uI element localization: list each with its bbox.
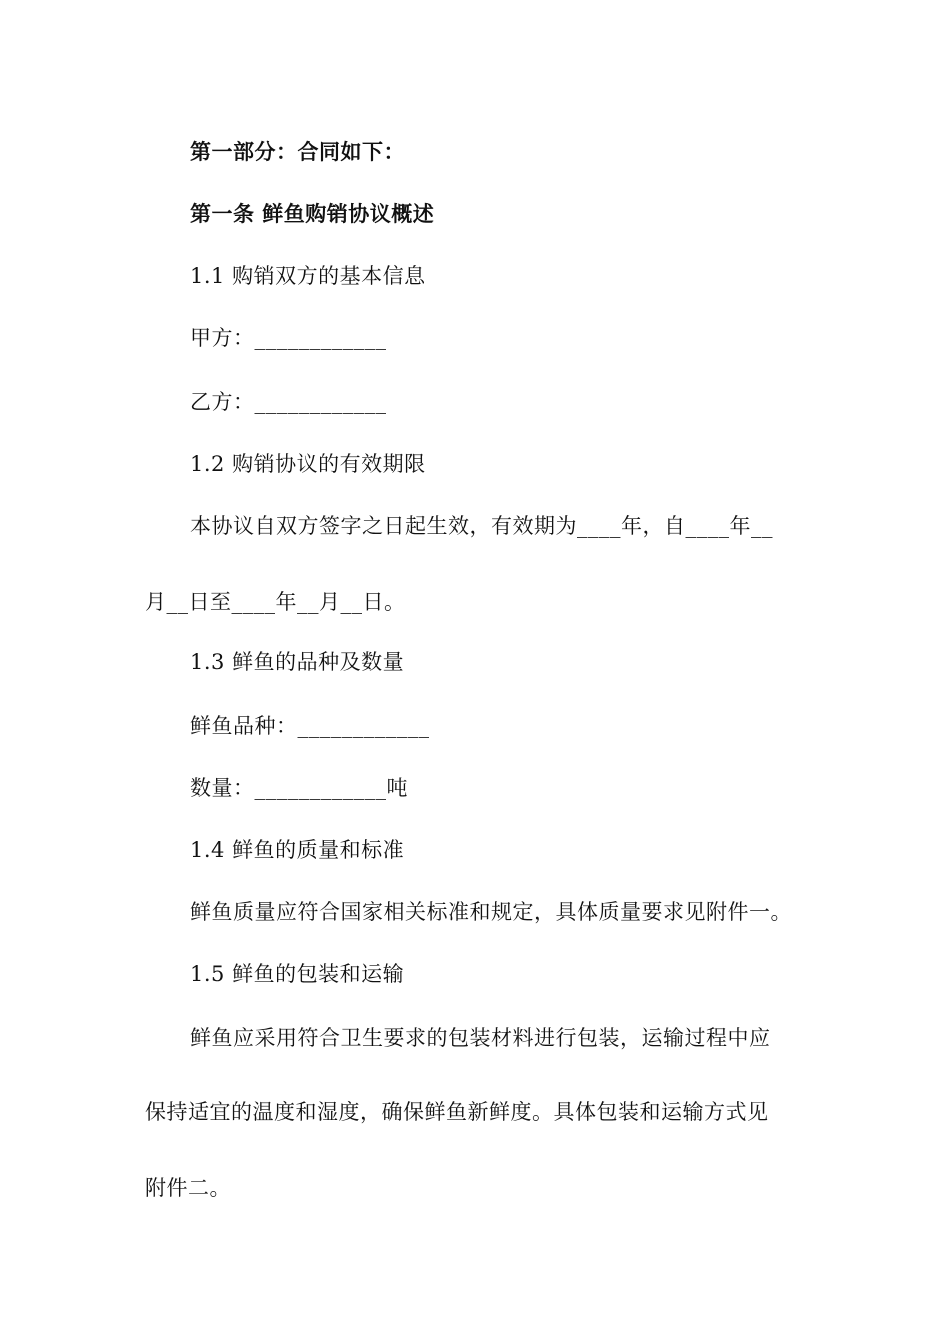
part-heading: 第一部分：合同如下：: [190, 139, 405, 164]
section-1-3-title: 1.3 鲜鱼的品种及数量: [190, 650, 405, 674]
section-1-5-title: 1.5 鲜鱼的包装和运输: [190, 962, 405, 986]
section-1-4-title: 1.4 鲜鱼的质量和标准: [190, 838, 405, 862]
section-1-1-title: 1.1 购销双方的基本信息: [190, 264, 426, 288]
packaging-paragraph-line2: 保持适宜的温度和湿度，确保鲜鱼新鲜度。具体包装和运输方式见: [145, 1100, 769, 1124]
party-b-field: 乙方：____________: [190, 390, 387, 414]
quantity-field: 数量：____________吨: [190, 776, 408, 800]
packaging-paragraph-line1: 鲜鱼应采用符合卫生要求的包装材料进行包装，运输过程中应: [190, 1026, 771, 1050]
party-a-field: 甲方：____________: [190, 326, 387, 350]
validity-paragraph-line2: 月__日至____年__月__日。: [145, 590, 406, 614]
article-heading: 第一条 鲜鱼购销协议概述: [190, 201, 435, 226]
fish-variety-field: 鲜鱼品种：____________: [190, 714, 430, 738]
quality-paragraph: 鲜鱼质量应符合国家相关标准和规定，具体质量要求见附件一。: [190, 900, 792, 924]
section-1-2-title: 1.2 购销协议的有效期限: [190, 452, 426, 476]
packaging-paragraph-line3: 附件二。: [145, 1176, 231, 1200]
validity-paragraph-line1: 本协议自双方签字之日起生效，有效期为____年，自____年__: [190, 514, 773, 538]
